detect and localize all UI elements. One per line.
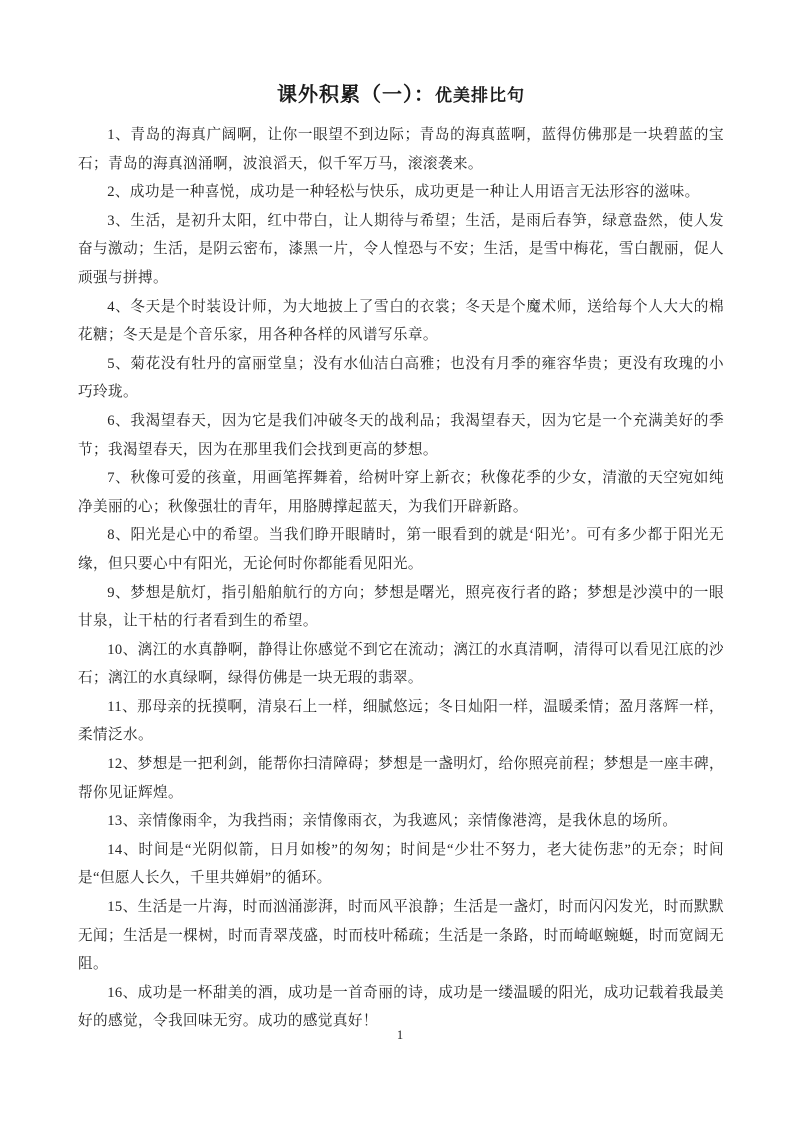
paragraph: 2、成功是一种喜悦，成功是一种轻松与快乐，成功更是一种让人用语言无法形容的滋味。 — [107, 184, 700, 201]
paragraph: 5、菊花没有牡丹的富丽堂皇；没有水仙洁白高雅；也没有月季的雍容华贵；更没有玫瑰的小巧玲珑。 — [78, 355, 724, 401]
paragraph: 8、阳光是心中的希望。当我们睁开眼睛时，第一眼看到的就是‘阳光’。可有多少都于阳光无缘，但只要心中有阳光，无论何时你都能看见阳光。 — [78, 527, 724, 572]
paragraph: 12、梦想是一把利剑，能帮你扫清障碍；梦想是一盏明灯，给你照亮前程；梦想是一座丰碑，帮你见证辉煌。 — [78, 756, 724, 801]
page-title-sub: 优美排比句 — [435, 86, 525, 105]
paragraph: 13、亲情像雨伞，为我挡雨；亲情像雨衣，为我遮风；亲情像港湾，是我休息的场所。 — [107, 813, 678, 830]
paragraph: 9、梦想是航灯，指引船舶航行的方向；梦想是曙光，照亮夜行者的路；梦想是沙漠中的一眼甘泉，让干枯的行者看到生的希望。 — [78, 584, 724, 630]
paragraph: 7、秋像可爱的孩童，用画笔挥舞着，给树叶穿上新衣；秋像花季的少女，清澈的天空宛如纯净美丽的心；秋像强壮的青年，用胳膊撑起蓝天，为我们开辟新路。 — [78, 470, 724, 515]
paragraph: 14、时间是“光阴似箭，日月如梭”的匆匆；时间是“少壮不努力，老大徒伤悲”的无奈；时间是“但愿人长久，千里共婵娟”的循环。 — [78, 841, 724, 887]
page-title — [78, 72, 724, 109]
paragraph: 16、成功是一杯甜美的酒，成功是一首奇丽的诗，成功是一缕温暖的阳光，成功记载着我最美好的感觉，令我回味无穷。成功的感觉真好！ — [78, 984, 724, 1030]
paragraph: 11、那母亲的抚摸啊，清泉石上一样，细腻悠远；冬日灿阳一样，温暖柔情；盈月落辉一样，柔情泛水。 — [78, 698, 724, 744]
paragraph: 15、生活是一片海，时而汹涌澎湃，时而风平浪静；生活是一盏灯，时而闪闪发光，时而默默无闻；生活是一棵树，时而青翠茂盛，时而枝叶稀疏；生活是一条路，时而崎岖蜿蜒，时而宽阔无阻。 — [78, 899, 724, 973]
paragraph: 1、青岛的海真广阔啊，让你一眼望不到边际；青岛的海真蓝啊，蓝得仿佛那是一块碧蓝的宝石；青岛的海真汹涌啊，波浪滔天，似千军万马，滚滚袭来。 — [78, 127, 724, 172]
paragraph: 4、冬天是个时装设计师，为大地披上了雪白的衣裳；冬天是个魔术师，送给每个人大大的棉花糖；冬天是是个音乐家，用各种各样的风谱写乐章。 — [78, 298, 724, 344]
paragraph: 3、生活，是初升太阳，红中带白，让人期待与希望；生活，是雨后春笋，绿意盎然，使人发奋与激动；生活，是阴云密布，漆黑一片，令人惶恐与不安；生活，是雪中梅花，雪白靓丽，促人顽强与拼搏。 — [78, 212, 724, 286]
paragraph: 10、漓江的水真静啊，静得让你感觉不到它在流动；漓江的水真清啊，清得可以看见江底的沙石；漓江的水真绿啊，绿得仿佛是一块无瑕的翡翠。 — [78, 641, 724, 687]
paragraph: 6、我渴望春天，因为它是我们冲破冬天的战利品；我渴望春天，因为它是一个充满美好的季节；我渴望春天，因为在那里我们会找到更高的梦想。 — [78, 412, 724, 458]
page-number: 1 — [396, 1028, 404, 1042]
page-title-main: 课外积累（一）： — [277, 84, 435, 106]
document-body — [78, 121, 724, 1036]
